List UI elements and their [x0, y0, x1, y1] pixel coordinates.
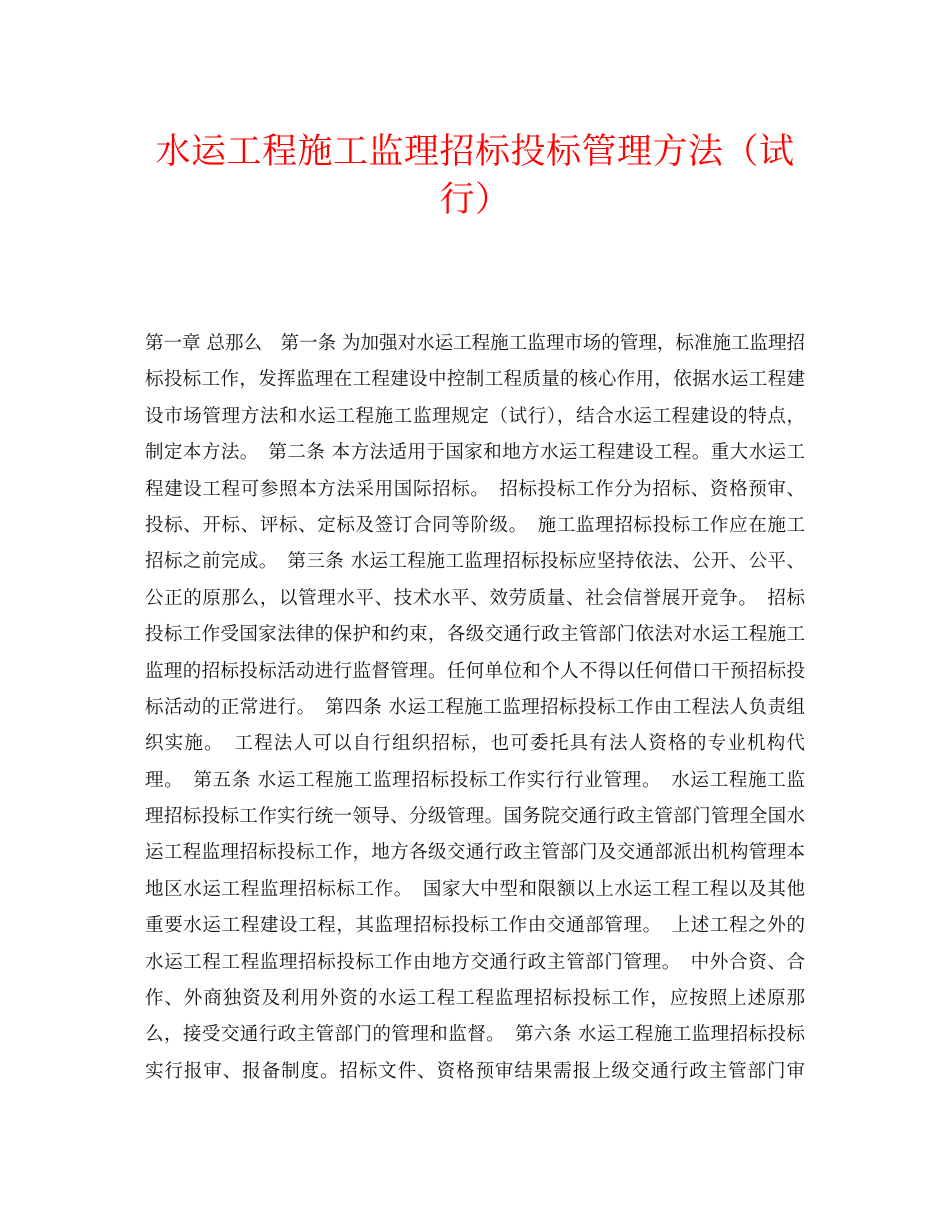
body-line: 标投标工作，发挥监理在工程建设中控制工程质量的核心作用，依据水运工程建 — [145, 369, 805, 391]
body-line: 招标之前完成。 第三条 水运工程施工监理招标投标应坚持依法、公开、公平、 — [145, 551, 805, 573]
body-line: 么，接受交通行政主管部门的管理和监督。 第六条 水运工程施工监理招标投标 — [145, 1024, 805, 1046]
body-line: 设市场管理方法和水运工程施工监理规定（试行），结合水运工程建设的特点， — [145, 405, 805, 427]
body-line: 实行报审、报备制度。招标文件、资格预审结果需报上级交通行政主管部门审 — [145, 1060, 805, 1082]
body-line: 投标、开标、评标、定标及签订合同等阶级。 施工监理招标投标工作应在施工 — [145, 514, 805, 536]
body-line: 投标工作受国家法律的保护和约束，各级交通行政主管部门依法对水运工程施工 — [145, 624, 805, 646]
body-line: 运工程监理招标投标工作，地方各级交通行政主管部门及交通部派出机构管理本 — [145, 842, 805, 864]
body-line: 标活动的正常进行。 第四条 水运工程施工监理招标投标工作由工程法人负责组 — [145, 696, 805, 718]
body-line: 水运工程工程监理招标投标工作由地方交通行政主管部门管理。 中外合资、合 — [145, 951, 805, 973]
body-line: 织实施。 工程法人可以自行组织招标，也可委托具有法人资格的专业机构代 — [145, 733, 805, 755]
body-line: 公正的原那么，以管理水平、技术水平、效劳质量、社会信誉展开竞争。 招标 — [145, 587, 805, 609]
body-line: 理招标投标工作实行统一领导、分级管理。国务院交通行政主管部门管理全国水 — [145, 806, 805, 828]
body-line: 第一章 总那么 第一条 为加强对水运工程施工监理市场的管理，标准施工监理招 — [145, 333, 805, 354]
body-line: 重要水运工程建设工程，其监理招标投标工作由交通部管理。 上述工程之外的 — [145, 915, 805, 937]
body-line: 地区水运工程监理招标标工作。 国家大中型和限额以上水运工程工程以及其他 — [145, 878, 805, 900]
body-line: 理。 第五条 水运工程施工监理招标投标工作实行行业管理。 水运工程施工监 — [145, 769, 805, 791]
body-line: 监理的招标投标活动进行监督管理。任何单位和个人不得以任何借口干预招标投 — [145, 660, 805, 682]
document-title: 水运工程施工监理招标投标管理方法（试行） — [155, 132, 795, 220]
body-line: 作、外商独资及利用外资的水运工程工程监理招标投标工作，应按照上述原那 — [145, 988, 805, 1010]
body-line: 制定本方法。 第二条 本方法适用于国家和地方水运工程建设工程。重大水运工 — [145, 442, 805, 464]
document-body — [145, 326, 805, 1090]
body-line: 程建设工程可参照本方法采用国际招标。 招标投标工作分为招标、资格预审、 — [145, 478, 805, 500]
